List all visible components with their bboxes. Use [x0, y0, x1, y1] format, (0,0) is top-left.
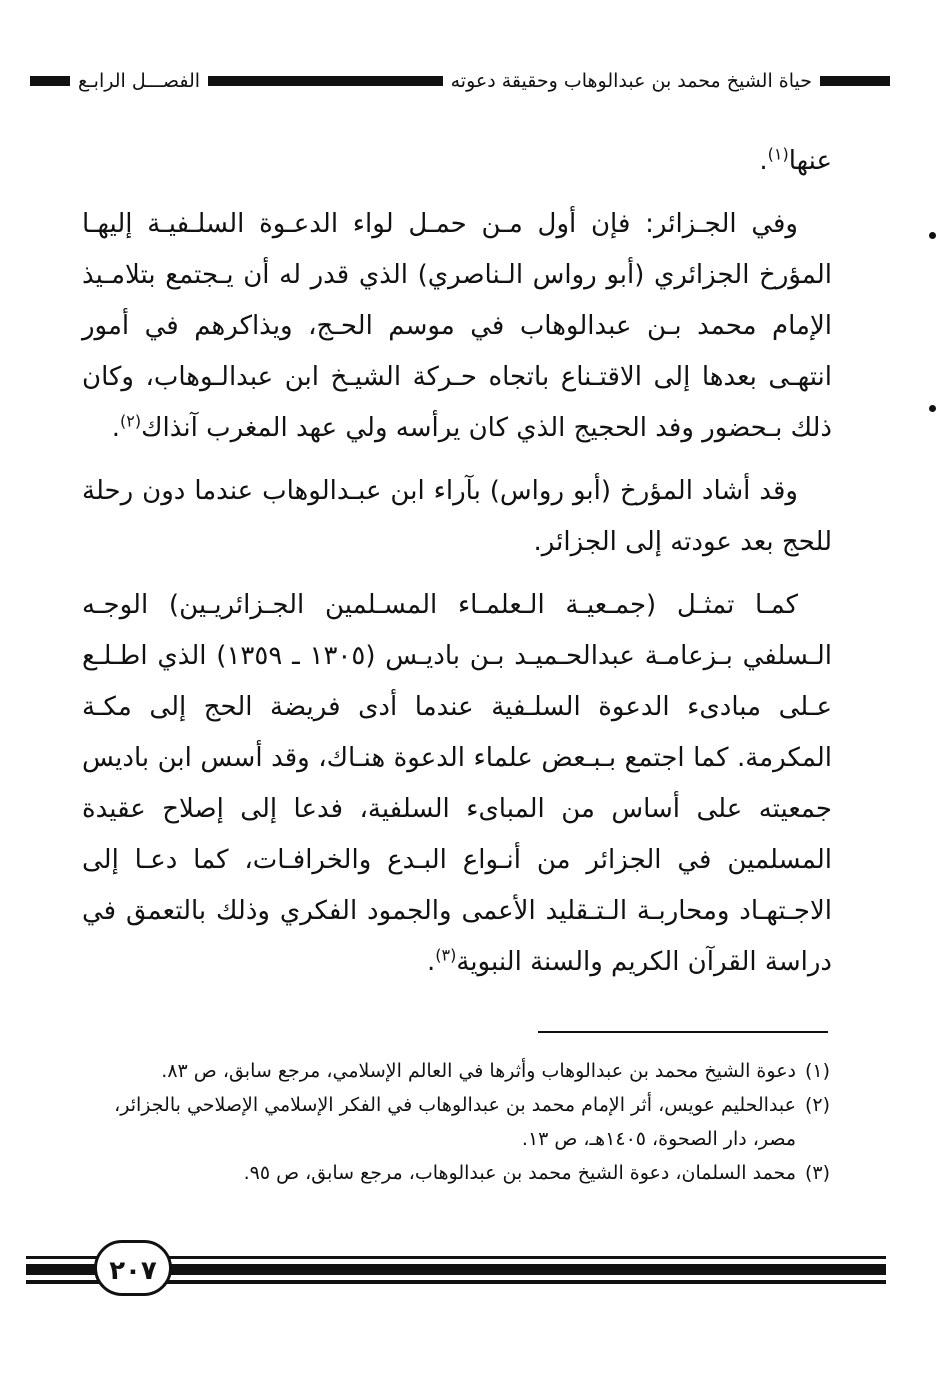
header-rule-left [30, 76, 70, 86]
paragraph-abu-rawas [82, 466, 832, 568]
header-chapter-title: الفصـــل الرابـع [78, 70, 201, 92]
footnotes [70, 1054, 830, 1190]
footnote-text: محمد السلمان، دعوة الشيخ محمد بن عبدالوهاب، مرجع سابق، ص ٩٥. [243, 1162, 796, 1184]
footnote-ref[interactable]: (٣) [435, 945, 457, 965]
footnote-1 [70, 1054, 830, 1088]
paragraph-text: عنها [788, 146, 832, 176]
footnote-number: (١) [804, 1060, 830, 1082]
footnote-text: دعوة الشيخ محمد بن عبدالوهاب وأثرها في العالم الإسلامي، مرجع سابق، ص ٨٣. [161, 1060, 796, 1082]
paragraph-text: وفي الجـزائر: فإن أول مـن حمـل لواء الدعـوة السلـفيـة إليهـا المؤرخ الجزائري (أبو رواس الـناصري) الذي قدر له أن يـجتمع بتلامـيذ الإمام محمد بـن عبدالوهاب في موسم الحـج، ويذاكرهم في أمور انتهـى بعدها إلى الاقتـناع باتجاه حـركة الشيـخ ابن عبدالـوهاب، وكان ذلك بـحضور وفد الحجيج الذي كان يرأسه ولي عهد المغرب آنذاك [82, 209, 832, 443]
header-book-title: حياة الشيخ محمد بن عبدالوهاب وحقيقة دعوته [450, 70, 812, 92]
footnote-text: عبدالحليم عويس، أثر الإمام محمد بن عبدالوهاب في الفكر الإسلامي الإصلاحي بالجزائر، مصر، دار الصحوة، ١٤٠٥هـ، ص ١٣. [114, 1094, 796, 1150]
page-footer [26, 1240, 886, 1304]
margin-dot [929, 405, 936, 412]
footnote-3 [70, 1156, 830, 1190]
footnote-number: (٢) [804, 1094, 830, 1116]
paragraph-continuation: عنها$^{(١)}$. [759, 144, 832, 176]
paragraph-ulama-association: كمـا تمثـل (جمـعيـة الـعلمـاء المسـلمين الجـزائريـين) الوجـه الـسلفي بـزعامـة عبدالحـميـد بـن باديـس (١٣٠٥ ـ ١٣٥٩) الذي اطـلـع عـلى مبادىء الدعوة السلـفية عندما أدى فريضة الحج إلى مكـة المكرمة. كما اجتمع بـبـعض علماء الدعوة هنـاك، وقد أسس ابن باديس جمعيته على أساس من المباىء السلفية، فدعا إلى إصلاح عقيدة المسلمين في الجزائر من أنـواع البـدع والخرافـات، كما دعـا إلى الاجـتهـاد ومحاربـة الـتـقليد الأعمى والجمود الفكري وذلك بالتعمق في دراسة القرآن الكريم والسنة النبوية$^{(٣)}$. [82, 590, 832, 977]
footnote-2 [70, 1088, 830, 1156]
header-rule-right [820, 76, 890, 86]
footnote-separator [538, 1031, 828, 1033]
footnote-number: (٣) [804, 1162, 830, 1184]
footnote-ref[interactable]: (٢) [120, 411, 142, 431]
page-number: ٢٠٧ [94, 1240, 172, 1296]
header-rule-middle [208, 76, 443, 86]
running-header [30, 64, 890, 98]
main-text [82, 136, 832, 1000]
paragraph-text: وقد أشاد المؤرخ (أبو رواس) بآراء ابن عبـدالوهاب عندما دون رحلة للحج بعد عودته إلى الجزائر. [82, 476, 832, 557]
margin-dot [929, 232, 936, 239]
paragraph-text: كمـا تمثـل (جمـعيـة الـعلمـاء المسـلمين الجـزائريـين) الوجـه الـسلفي بـزعامـة عبدالحـميـد بـن باديـس (١٣٠٥ ـ ١٣٥٩) الذي اطـلـع عـلى مبادىء الدعوة السلـفية عندما أدى فريضة الحج إلى مكـة المكرمة. كما اجتمع بـبـعض علماء الدعوة هنـاك، وقد أسس ابن باديس جمعيته على أساس من المباىء السلفية، فدعا إلى إصلاح عقيدة المسلمين في الجزائر من أنـواع البـدع والخرافـات، كما دعـا إلى الاجـتهـاد ومحاربـة الـتـقليد الأعمى والجمود الفكري وذلك بالتعمق في دراسة القرآن الكريم والسنة النبوية [82, 590, 832, 977]
footnote-ref[interactable]: (١) [767, 144, 789, 164]
paragraph-algeria: وفي الجـزائر: فإن أول مـن حمـل لواء الدعـوة السلـفيـة إليهـا المؤرخ الجزائري (أبو رواس الـناصري) الذي قدر له أن يـجتمع بتلامـيذ الإمام محمد بـن عبدالوهاب في موسم الحـج، ويذاكرهم في أمور انتهـى بعدها إلى الاقتـناع باتجاه حـركة الشيـخ ابن عبدالـوهاب، وكان ذلك بـحضور وفد الحجيج الذي كان يرأسه ولي عهد المغرب آنذاك$^{(٢)}$. [82, 209, 832, 443]
